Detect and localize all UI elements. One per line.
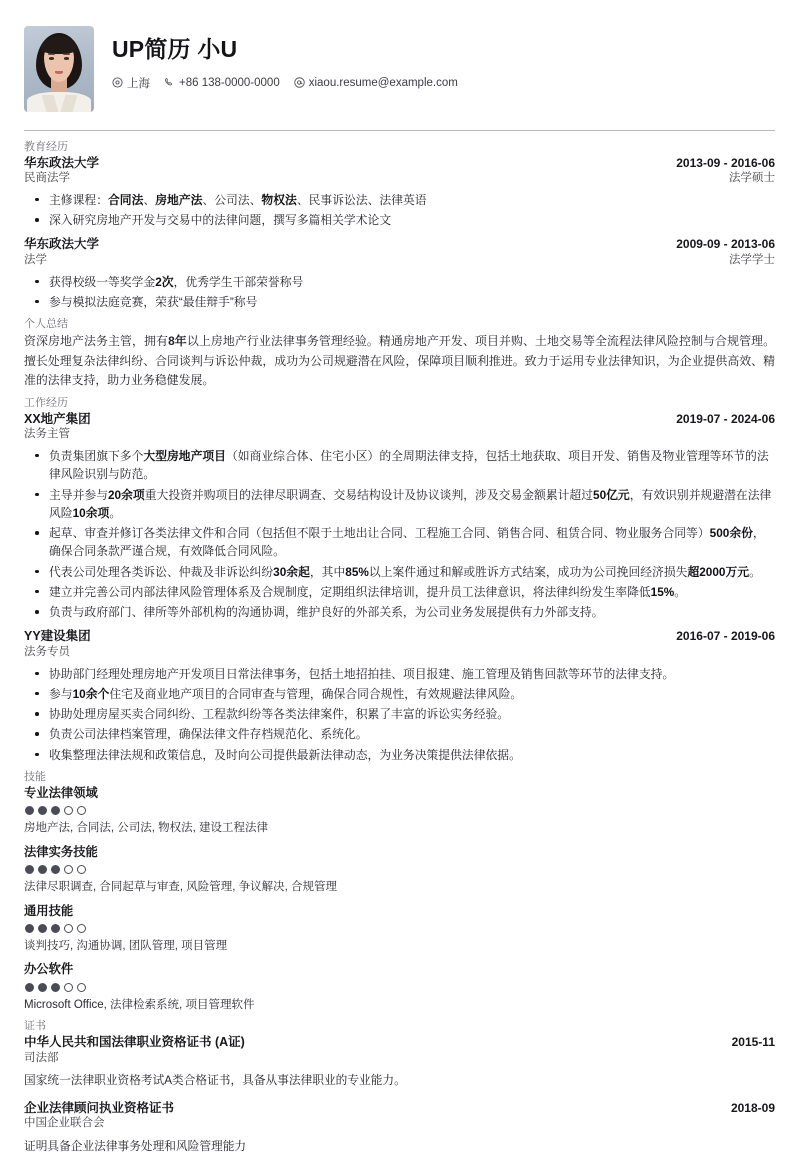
work-entry — [24, 628, 775, 764]
education-date: 2013-09 - 2016-06 — [676, 155, 775, 170]
rating-dot-empty — [77, 865, 86, 874]
section-label-education: 教育经历 — [24, 141, 68, 153]
job-title: 法务专员 — [24, 646, 70, 659]
certificate-name: 中华人民共和国法律职业资格证书 (A证) — [24, 1035, 245, 1049]
rating-dot-empty — [64, 924, 73, 933]
skill-items: Microsoft Office, 法律检索系统, 项目管理软件 — [24, 998, 255, 1011]
rating-dot-empty — [77, 924, 86, 933]
rating-dot-filled — [51, 865, 60, 874]
list-item: 负责公司法律档案管理，确保法律文件存档规范化、系统化。 — [24, 725, 775, 743]
rating-dot-filled — [38, 865, 47, 874]
skill-rating — [25, 924, 775, 933]
phone-icon — [164, 77, 175, 88]
summary-text: 资深房地产法务主管，拥有8年以上房地产行业法律事务管理经验。精通房地产开发、项目并购、土地交易等全流程法律风险控制与合规管理。擅长处理复杂法律纠纷、合同谈判与诉讼仲裁，成功为公司规避潜在风险，保障项目顺利推进。致力于运用专业法律知识，为企业提供高效、精准的法律支持，助力业务稳健发展。 — [24, 333, 775, 388]
list-item: 获得校级一等奖学金2次，优秀学生干部荣誉称号 — [24, 273, 775, 291]
skill-rating — [25, 983, 775, 992]
skill-items: 房地产法, 合同法, 公司法, 物权法, 建设工程法律 — [24, 821, 269, 834]
work-bullets — [24, 665, 775, 764]
resume-header — [24, 26, 775, 130]
company-name: YY建设集团 — [24, 629, 91, 644]
work-date: 2019-07 - 2024-06 — [676, 411, 775, 426]
section-education — [24, 141, 775, 311]
work-date: 2016-07 - 2019-06 — [676, 629, 775, 644]
job-title: 法务主管 — [24, 428, 70, 441]
education-major: 民商法学 — [24, 172, 70, 185]
contact-email — [294, 77, 458, 89]
certificate-entry — [24, 1034, 775, 1090]
certificate-date: 2015-11 — [731, 1035, 775, 1049]
rating-dot-filled — [38, 806, 47, 815]
certificate-entry — [24, 1100, 775, 1155]
section-label-work: 工作经历 — [24, 397, 68, 410]
list-item: 收集整理法律法规和政策信息，及时向公司提供最新法律动态，为业务决策提供法律依据。 — [24, 746, 775, 764]
contact-location-text: 上海 — [127, 77, 150, 90]
education-bullets — [24, 191, 775, 230]
rating-dot-empty — [77, 806, 86, 815]
certificate-name: 企业法律顾问执业资格证书 — [24, 1100, 175, 1115]
rating-dot-filled — [25, 865, 34, 874]
work-bullets — [24, 447, 775, 622]
rating-dot-filled — [51, 806, 60, 815]
skill-rating — [25, 865, 775, 874]
list-item: 协助处理房屋买卖合同纠纷、工程款纠纷等各类法律案件，积累了丰富的诉讼实务经验。 — [24, 705, 775, 723]
location-icon — [112, 77, 123, 88]
email-icon — [294, 77, 305, 88]
skill-name: 专业法律领域 — [24, 785, 98, 800]
education-date: 2009-09 - 2013-06 — [676, 237, 775, 252]
skill-name: 办公软件 — [24, 962, 74, 977]
list-item: 起草、审查并修订各类法律文件和合同（包括但不限于土地出让合同、工程施工合同、销售合同、租赁合同、物业服务合同等）500余份，确保合同条款严谨合规，有效降低合同风险。 — [24, 524, 775, 561]
education-degree: 法学学士 — [729, 254, 775, 267]
section-skills — [24, 771, 775, 1013]
education-major: 法学 — [24, 254, 47, 267]
school-name: 华东政法大学 — [24, 155, 100, 170]
list-item: 主修课程：合同法、房地产法、公司法、物权法、民事诉讼法、法律英语 — [24, 191, 775, 209]
certificate-description: 证明具备企业法律事务处理和风险管理能力 — [24, 1139, 247, 1153]
section-certificates — [24, 1020, 775, 1155]
list-item: 负责集团旗下多个大型房地产项目（如商业综合体、住宅小区）的全周期法律支持，包括土地获取、项目开发、销售及物业管理等环节的法律风险识别与防范。 — [24, 447, 775, 484]
skill-items: 法律尽职调查, 合同起草与审查, 风险管理, 争议解决, 合规管理 — [24, 880, 338, 893]
skill-items: 谈判技巧, 沟通协调, 团队管理, 项目管理 — [24, 939, 228, 952]
list-item: 主导并参与20余项重大投资并购项目的法律尽职调查、交易结构设计及协议谈判，涉及交易金额累计超过50亿元，有效识别并规避潜在法律风险10余项。 — [24, 486, 775, 523]
list-item: 深入研究房地产开发与交易中的法律问题，撰写多篇相关学术论文 — [24, 211, 775, 229]
skill-block — [24, 844, 775, 896]
rating-dot-filled — [38, 924, 47, 933]
header-divider — [24, 130, 775, 131]
skill-name: 法律实务技能 — [24, 844, 98, 859]
rating-dot-filled — [51, 924, 60, 933]
contact-phone-text: +86 138-0000-0000 — [179, 76, 280, 89]
section-label-certificates: 证书 — [24, 1020, 46, 1033]
list-item: 建立并完善公司内部法律风险管理体系及合规制度，定期组织法律培训，提升员工法律意识，将法律纠纷发生率降低15%。 — [24, 583, 775, 601]
rating-dot-filled — [51, 983, 60, 992]
skill-rating — [25, 806, 775, 815]
education-entry — [24, 236, 775, 311]
work-entry — [24, 411, 775, 622]
rating-dot-filled — [25, 806, 34, 815]
portrait-photo — [24, 26, 94, 112]
rating-dot-filled — [25, 983, 34, 992]
section-summary — [24, 318, 775, 391]
list-item: 参与模拟法庭竞赛，荣获“最佳辩手”称号 — [24, 293, 775, 311]
skill-name: 通用技能 — [24, 903, 74, 918]
list-item: 负责与政府部门、律所等外部机构的沟通协调，维护良好的外部关系，为公司业务发展提供有力外部支持。 — [24, 603, 775, 621]
certificate-issuer: 司法部 — [24, 1051, 59, 1064]
education-entry — [24, 155, 775, 230]
certificate-description: 国家统一法律职业资格考试A类合格证书，具备从事法律职业的专业能力。 — [24, 1074, 406, 1088]
skill-block — [24, 961, 775, 1013]
certificate-date: 2018-09 — [730, 1100, 775, 1115]
skill-block — [24, 903, 775, 955]
rating-dot-filled — [38, 983, 47, 992]
contact-phone — [164, 77, 280, 89]
section-label-skills: 技能 — [24, 771, 46, 783]
list-item: 代表公司处理各类诉讼、仲裁及非诉讼纠纷30余起，其中85%以上案件通过和解或胜诉方式结案，成功为公司挽回经济损失超2000万元。 — [24, 563, 775, 581]
education-bullets — [24, 273, 775, 312]
rating-dot-filled — [25, 924, 34, 933]
certificate-issuer: 中国企业联合会 — [24, 1117, 105, 1130]
section-label-summary: 个人总结 — [24, 318, 68, 331]
rating-dot-empty — [64, 865, 73, 874]
rating-dot-empty — [64, 806, 73, 815]
candidate-name: UP简历 小U — [112, 36, 238, 62]
education-degree: 法学硕士 — [729, 172, 775, 185]
school-name: 华东政法大学 — [24, 237, 100, 252]
contact-location — [112, 75, 150, 91]
skill-block — [24, 785, 775, 837]
section-work — [24, 397, 775, 764]
contact-email-text: xiaou.resume@example.com — [308, 76, 458, 89]
list-item: 协助部门经理处理房地产开发项目日常法律事务，包括土地招拍挂、项目报建、施工管理及销售回款等环节的法律支持。 — [24, 665, 775, 683]
list-item: 参与10余个住宅及商业地产项目的合同审查与管理，确保合同合规性，有效规避法律风险。 — [24, 685, 775, 703]
contact-row — [112, 75, 458, 91]
rating-dot-empty — [77, 983, 86, 992]
header-text — [112, 26, 458, 91]
company-name: XX地产集团 — [24, 411, 91, 426]
rating-dot-empty — [64, 983, 73, 992]
